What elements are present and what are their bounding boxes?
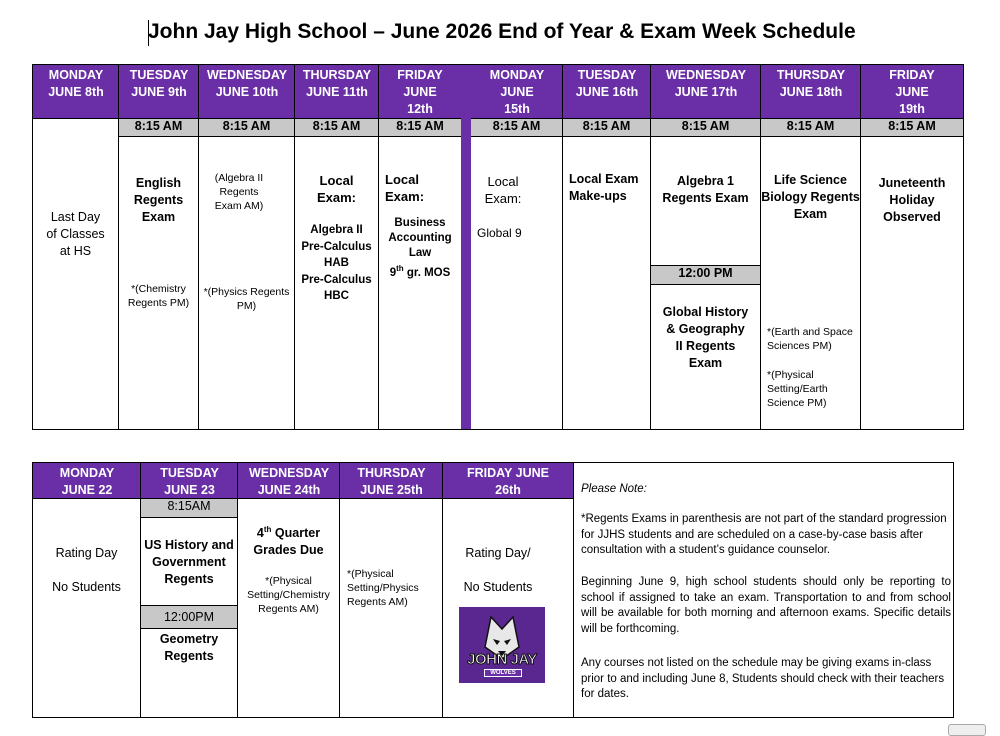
mon8-entry: Last Day of Classes at HS [46,210,105,258]
header-fri-june12: FRIDAY JUNE 12th [379,65,461,119]
notes-heading: Please Note: [581,483,647,495]
tue16-makeups: Local Exam Make-ups [569,172,639,203]
time-bar-noon: 12:00 PM [651,265,760,285]
notes-paragraph-reporting: Beginning June 9, high school students should only be reporting to school if assigned to take an exam. Transportation to and from school will be available for both morning and afternoon exams. Specific details will be forthcoming. [581,576,951,635]
wed10-pm-note: *(Physics Regents PM) [203,286,290,312]
time-bar: 8:15 AM [379,118,461,137]
thu25-note: *(Physical Setting/Physics Regents AM) [347,568,419,608]
mon22-no-students: No Students [52,580,121,594]
wed24-note: *(Physical Setting/Chemistry Regents AM) [247,575,330,615]
tue9-exam: English Regents Exam [133,176,184,224]
notes-paragraph-regents: *Regents Exams in parenthesis are not part of the standard progression for JJHS students and are scheduled on a case-by-case basis after consultation with a student’s guidance counselor. [581,513,947,556]
header-thu-june25: THURSDAY JUNE 25th [340,463,443,499]
thu18-biology: Life Science Biology Regents Exam [761,173,860,221]
header-thu-june11: THURSDAY JUNE 11th [295,65,379,119]
header-wed-june10: WEDNESDAY JUNE 10th [199,65,295,119]
header-tue-june23: TUESDAY JUNE 23 [141,463,238,499]
mon15-global9: Global 9 [477,226,522,240]
time-bar: 8:15 AM [761,118,860,137]
thu11-local-exam: Local Exam: [316,173,357,205]
logo-text: JOHN JAY [467,651,537,668]
thu18-earth-space-note: *(Earth and Space Sciences PM) [767,326,853,352]
fri12-local-exam: Local Exam: [385,172,425,204]
header-tue-june9: TUESDAY JUNE 9th [119,65,199,119]
header-mon-june15: MONDAY JUNE 15th [471,65,563,119]
header-tue-june16: TUESDAY JUNE 16th [563,65,651,119]
header-thu-june18: THURSDAY JUNE 18th [761,65,861,119]
header-wed-june24: WEDNESDAY JUNE 24th [238,463,340,499]
time-bar: 8:15 AM [651,118,760,137]
header-mon-june8: MONDAY JUNE 8th [33,65,119,119]
time-bar: 8:15 AM [861,118,963,137]
tue23-geometry: Geometry Regents [159,632,219,663]
logo-subtext: WOLVES [484,669,522,677]
time-bar: 8:15 AM [119,118,198,137]
fri19-juneteenth: Juneteenth Holiday Observed [878,176,946,224]
time-bar: 8:15 AM [471,118,562,137]
header-wed-june17: WEDNESDAY JUNE 17th [651,65,761,119]
time-bar: 8:15 AM [295,118,378,137]
page-title: John Jay High School – June 2026 End of Year & Exam Week Schedule [148,20,856,43]
notes-paragraph-courses: Any courses not listed on the schedule may be giving exams in-class prior to and including June 8, Students should check with their teachers for dates. [581,657,945,700]
wed17-global-history: Global History & Geography II Regents Exam [662,305,749,370]
tue9-pm-note: *(Chemistry Regents PM) [127,283,190,309]
header-fri-june26: FRIDAY JUNE 26th [443,463,573,499]
header-mon-june22: MONDAY JUNE 22 [33,463,141,499]
mon22-rating-day: Rating Day [55,546,118,560]
fri12-exam-list: Business Accounting Law 9th gr. MOS [388,217,452,279]
wed24-grades-due: 4th Quarter Grades Due [253,525,324,558]
time-bar: 8:15 AM [199,118,294,137]
header-divider [461,65,471,429]
header-fri-june19: FRIDAY JUNE 19th [861,65,963,119]
week1-schedule-table [32,64,964,430]
mon15-local-exam: Local Exam: [484,174,522,206]
thu11-exam-list: Algebra II Pre-Calculus HAB Pre-Calculus HBC [301,224,372,302]
fri26-no-students: No Students [463,580,533,594]
wolves-logo [459,607,545,683]
scroll-handle[interactable] [948,724,986,736]
time-bar: 8:15AM [141,498,237,518]
wed17-algebra1: Algebra 1 Regents Exam [662,174,749,205]
time-bar: 8:15 AM [563,118,650,137]
week2-schedule-table [32,462,954,718]
fri26-rating-day: Rating Day/ [465,546,531,560]
tue23-us-history: US History and Government Regents [144,538,234,586]
time-bar-noon: 12:00PM [141,605,237,629]
thu18-earth-science-note: *(Physical Setting/Earth Science PM) [767,369,828,409]
wed10-am-note: (Algebra II Regents Exam AM) [214,172,264,212]
